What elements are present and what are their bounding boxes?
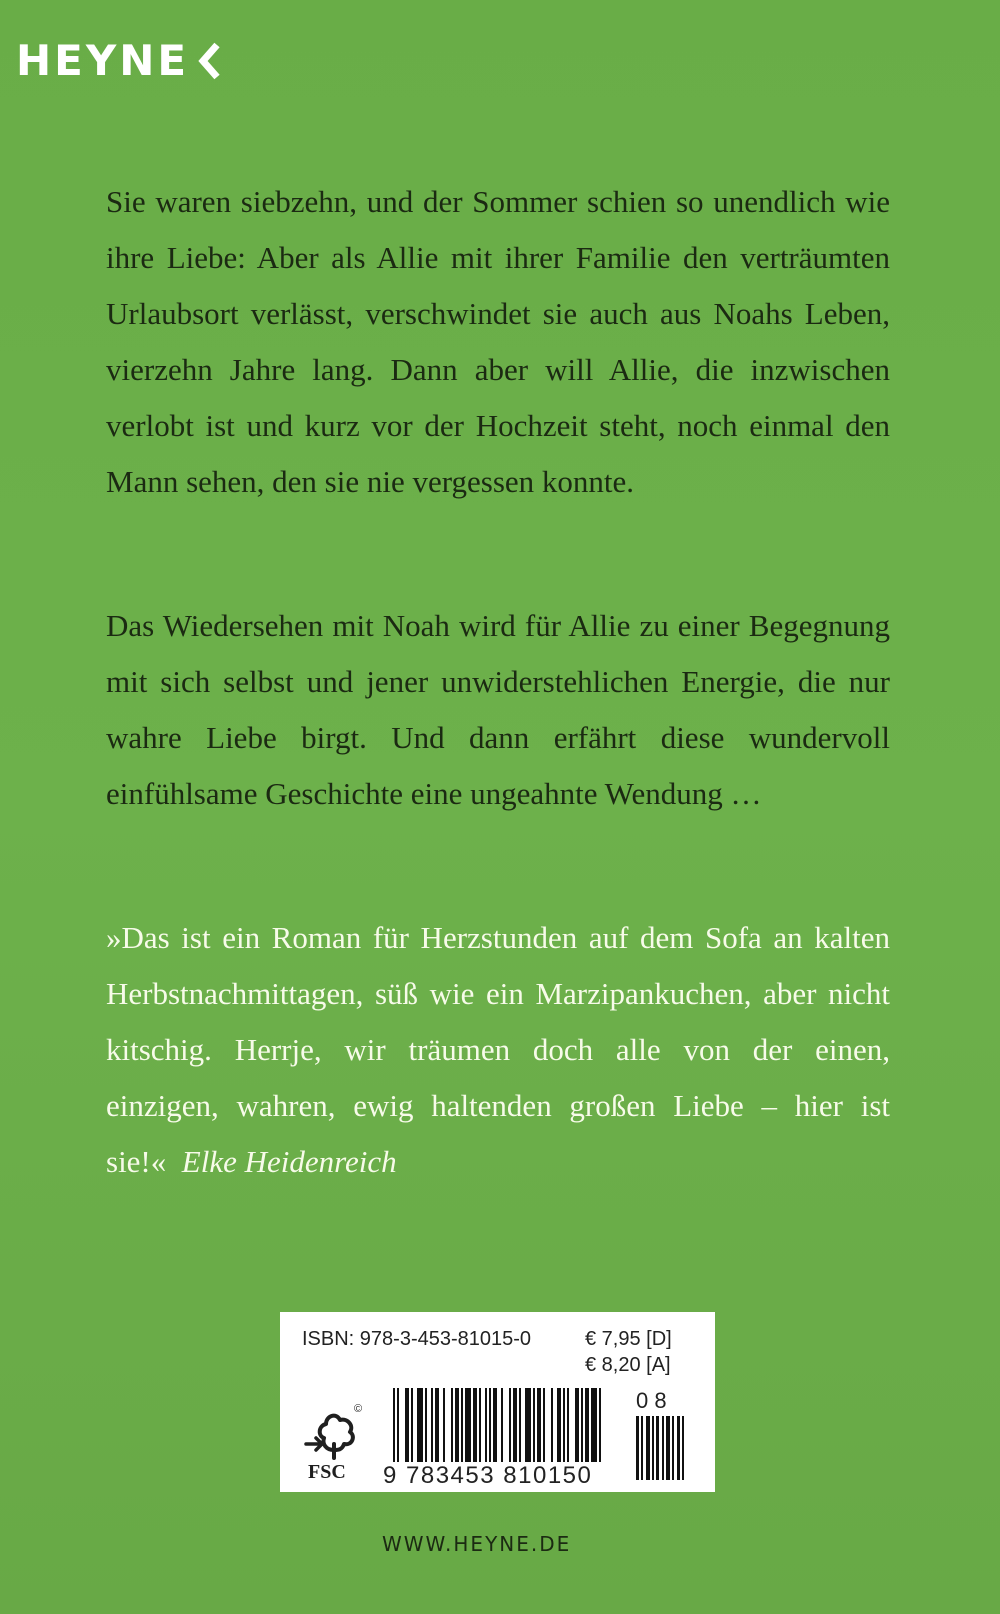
addon-barcode [636,1416,686,1480]
price-germany: € 7,95 [D] [585,1328,672,1350]
barcode-digits: 9 783453 810150 [383,1462,593,1489]
ean-barcode [393,1388,625,1462]
isbn-text: ISBN: 978-3-453-81015-0 [302,1328,532,1350]
fsc-label: FSC [308,1461,346,1483]
price-austria: € 8,20 [A] [585,1354,671,1376]
barcode-label [280,1312,715,1492]
blurb-paragraph-2: Das Wiedersehen mit Noah wird für Allie zu einer Begegnung mit sich selbst und jener unwiderstehlichen Energie, die nur wahre Liebe birgt. Und dann erfährt diese wundervoll einfühlsame Geschichte eine ungeahnte Wendung … [106,608,890,811]
website-url[interactable]: WWW.HEYNE.DE [382,1532,572,1556]
review-quote [106,910,890,1190]
blurb-paragraph-1: Sie waren siebzehn, und der Sommer schien so unendlich wie ihre Liebe: Aber als Allie mit ihrer Familie den verträumten Urlaubsort verlässt, verschwindet sie auch aus Noahs Leben, vierzehn Jahre lang. Dann aber will Allie, die inzwischen verlobt ist und kurz vor der Hochzeit steht, noch einmal den Mann sehen, den sie nie vergessen konnte. [106,184,890,499]
heyne-chevron-icon [197,41,223,81]
fsc-copyright: © [354,1403,363,1415]
review-quote-text: »Das ist ein Roman für Herzstunden auf dem Sofa an kalten Herbstnachmittagen, süß wie ein Marzipankuchen, aber nicht kitschig. Herrje, wir träumen doch alle von der einen, einzigen, wahren, ewig haltenden großen Liebe – hier ist sie!« [106,920,890,1179]
addon-digits: 0 8 [636,1388,667,1413]
publisher-logo-text: HEYNE [16,36,190,85]
publisher-logo [16,36,223,85]
fsc-tree-icon [300,1400,368,1484]
review-author: Elke Heidenreich [181,1144,397,1179]
